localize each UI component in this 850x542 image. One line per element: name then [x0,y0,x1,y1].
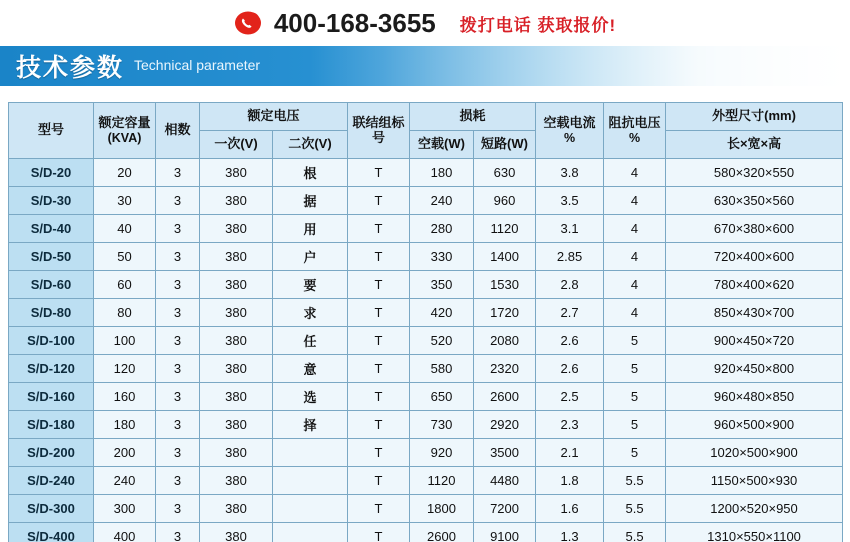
cell-model: S/D-50 [9,243,94,271]
cell-phases: 3 [156,467,200,495]
cell-phases: 3 [156,299,200,327]
cell-model: S/D-80 [9,299,94,327]
cell-no-load-current: 2.5 [536,383,604,411]
cell-vertical-note: 择 [273,411,348,439]
cell-model: S/D-120 [9,355,94,383]
cell-capacity: 20 [94,159,156,187]
cell-primary-voltage: 380 [200,271,273,299]
cell-connection-group: T [348,411,410,439]
cell-no-load-current: 2.1 [536,439,604,467]
cell-impedance-voltage: 5.5 [604,467,666,495]
cell-no-load-loss: 580 [410,355,474,383]
header-rated-voltage: 额定电压 [200,103,348,131]
cell-connection-group: T [348,523,410,542]
cell-short-circuit-loss: 9100 [474,523,536,542]
cell-phases: 3 [156,411,200,439]
cell-dimensions: 1150×500×930 [666,467,843,495]
cell-no-load-current: 2.6 [536,355,604,383]
table-row [9,299,843,327]
cell-short-circuit-loss: 2600 [474,383,536,411]
cell-no-load-loss: 350 [410,271,474,299]
table-row [9,187,843,215]
cell-phases: 3 [156,215,200,243]
cell-no-load-current: 2.85 [536,243,604,271]
header-no-load-current [536,103,604,159]
cell-no-load-current: 2.7 [536,299,604,327]
header-rated-capacity-label: 额定容量 [98,114,151,130]
cell-short-circuit-loss: 3500 [474,439,536,467]
cell-short-circuit-loss: 1120 [474,215,536,243]
table-row [9,411,843,439]
cell-impedance-voltage: 5 [604,439,666,467]
cell-dimensions: 850×430×700 [666,299,843,327]
cell-model: S/D-400 [9,523,94,542]
cell-vertical-note: 户 [273,243,348,271]
header-secondary-voltage: 二次(V) [273,131,348,159]
cell-short-circuit-loss: 7200 [474,495,536,523]
cell-phases: 3 [156,327,200,355]
cell-dimensions: 900×450×720 [666,327,843,355]
cell-connection-group: T [348,495,410,523]
cell-short-circuit-loss: 2320 [474,355,536,383]
cell-phases: 3 [156,271,200,299]
cell-primary-voltage: 380 [200,243,273,271]
cell-capacity: 80 [94,299,156,327]
header-phases: 相数 [156,103,200,159]
cell-phases: 3 [156,383,200,411]
cell-phases: 3 [156,523,200,542]
title-band-fade [310,46,850,86]
cell-connection-group: T [348,327,410,355]
cell-impedance-voltage: 4 [604,187,666,215]
cell-short-circuit-loss: 2080 [474,327,536,355]
cell-capacity: 160 [94,383,156,411]
cell-no-load-current: 3.5 [536,187,604,215]
cell-primary-voltage: 380 [200,411,273,439]
cell-secondary-voltage [273,495,348,523]
cell-primary-voltage: 380 [200,523,273,542]
cell-short-circuit-loss: 960 [474,187,536,215]
header-impedance-voltage [604,103,666,159]
cell-short-circuit-loss: 1720 [474,299,536,327]
cell-impedance-voltage: 4 [604,215,666,243]
cell-dimensions: 670×380×600 [666,215,843,243]
spec-table-wrap [8,102,842,542]
cell-dimensions: 920×450×800 [666,355,843,383]
table-row [9,355,843,383]
cell-no-load-loss: 180 [410,159,474,187]
header-no-load-current-label: 空载电流 [543,114,596,130]
table-header [9,103,843,159]
cell-model: S/D-240 [9,467,94,495]
cell-capacity: 60 [94,271,156,299]
cell-impedance-voltage: 4 [604,299,666,327]
cell-secondary-voltage [273,523,348,542]
cell-model: S/D-160 [9,383,94,411]
cell-primary-voltage: 380 [200,327,273,355]
cell-short-circuit-loss: 1530 [474,271,536,299]
cell-connection-group: T [348,215,410,243]
cell-dimensions: 720×400×600 [666,243,843,271]
cell-impedance-voltage: 5.5 [604,495,666,523]
cell-model: S/D-20 [9,159,94,187]
header-no-load-current-unit: % [563,130,576,145]
phone-in-circle-icon [234,10,264,36]
page-title: 技术参数 [16,54,125,82]
cell-no-load-loss: 2600 [410,523,474,542]
cell-primary-voltage: 380 [200,215,273,243]
cell-connection-group: T [348,439,410,467]
table-body [9,159,843,542]
header-rated-capacity [94,103,156,159]
cell-dimensions: 1020×500×900 [666,439,843,467]
header-connection-group: 联结组标号 [348,103,410,159]
call-cta-text: 拨打电话 获取报价! [459,15,617,35]
cell-connection-group: T [348,159,410,187]
cell-no-load-loss: 420 [410,299,474,327]
cell-vertical-note: 选 [273,383,348,411]
header-no-load-loss: 空载(W) [410,131,474,159]
cell-connection-group: T [348,299,410,327]
header-rated-capacity-unit: (KVA) [107,130,142,145]
table-row [9,159,843,187]
cell-connection-group: T [348,271,410,299]
table-row [9,439,843,467]
cell-secondary-voltage [273,467,348,495]
cell-impedance-voltage: 5 [604,327,666,355]
cell-no-load-loss: 650 [410,383,474,411]
header-primary-voltage: 一次(V) [200,131,273,159]
cell-primary-voltage: 380 [200,495,273,523]
cell-model: S/D-200 [9,439,94,467]
cell-connection-group: T [348,467,410,495]
cell-capacity: 240 [94,467,156,495]
table-row [9,523,843,542]
cell-phases: 3 [156,495,200,523]
table-row [9,467,843,495]
table-row [9,271,843,299]
cell-short-circuit-loss: 1400 [474,243,536,271]
header-dimensions: 外型尺寸(mm) [666,103,843,131]
table-row [9,327,843,355]
cell-capacity: 40 [94,215,156,243]
cell-no-load-loss: 1120 [410,467,474,495]
cell-impedance-voltage: 5.5 [604,523,666,542]
cell-primary-voltage: 380 [200,467,273,495]
cell-dimensions: 780×400×620 [666,271,843,299]
cell-model: S/D-100 [9,327,94,355]
cell-phases: 3 [156,187,200,215]
cell-no-load-loss: 280 [410,215,474,243]
cell-capacity: 400 [94,523,156,542]
cell-no-load-loss: 730 [410,411,474,439]
cell-model: S/D-40 [9,215,94,243]
cell-vertical-note: 意 [273,355,348,383]
cell-vertical-note: 求 [273,299,348,327]
cell-dimensions: 960×480×850 [666,383,843,411]
technical-parameter-table [8,102,843,542]
cell-vertical-note: 根 [273,159,348,187]
cell-vertical-note: 用 [273,215,348,243]
header-dimensions-sub: 长×宽×高 [666,131,843,159]
cell-capacity: 30 [94,187,156,215]
cell-primary-voltage: 380 [200,159,273,187]
page-subtitle: Technical parameter [134,57,261,73]
cell-vertical-note: 要 [273,271,348,299]
cell-vertical-note: 任 [273,327,348,355]
cell-dimensions: 1200×520×950 [666,495,843,523]
header-impedance-voltage-unit: % [628,130,641,145]
cell-no-load-current: 1.8 [536,467,604,495]
cell-model: S/D-180 [9,411,94,439]
cell-no-load-current: 2.3 [536,411,604,439]
cell-phases: 3 [156,243,200,271]
cell-short-circuit-loss: 630 [474,159,536,187]
cell-no-load-loss: 240 [410,187,474,215]
cell-no-load-current: 3.1 [536,215,604,243]
header-short-circuit-loss: 短路(W) [474,131,536,159]
cell-short-circuit-loss: 4480 [474,467,536,495]
cell-primary-voltage: 380 [200,355,273,383]
cell-capacity: 300 [94,495,156,523]
cell-no-load-loss: 520 [410,327,474,355]
cell-capacity: 100 [94,327,156,355]
cell-connection-group: T [348,383,410,411]
cell-short-circuit-loss: 2920 [474,411,536,439]
cell-impedance-voltage: 5 [604,355,666,383]
cell-primary-voltage: 380 [200,299,273,327]
cell-phases: 3 [156,355,200,383]
cell-impedance-voltage: 4 [604,271,666,299]
cell-capacity: 200 [94,439,156,467]
cell-model: S/D-300 [9,495,94,523]
header-impedance-voltage-label: 阻抗电压 [608,114,661,130]
cell-capacity: 180 [94,411,156,439]
cell-secondary-voltage [273,439,348,467]
cell-phases: 3 [156,439,200,467]
cell-no-load-current: 2.6 [536,327,604,355]
cell-impedance-voltage: 5 [604,411,666,439]
cell-dimensions: 960×500×900 [666,411,843,439]
table-row [9,243,843,271]
cell-capacity: 120 [94,355,156,383]
cell-impedance-voltage: 4 [604,243,666,271]
cell-no-load-loss: 920 [410,439,474,467]
cell-capacity: 50 [94,243,156,271]
cell-connection-group: T [348,355,410,383]
cell-no-load-current: 2.8 [536,271,604,299]
cell-dimensions: 580×320×550 [666,159,843,187]
cell-impedance-voltage: 5 [604,383,666,411]
cell-connection-group: T [348,243,410,271]
table-row [9,383,843,411]
cell-model: S/D-30 [9,187,94,215]
cell-phases: 3 [156,159,200,187]
cell-primary-voltage: 380 [200,439,273,467]
section-title-band [0,46,850,86]
cell-dimensions: 630×350×560 [666,187,843,215]
phone-number: 400-168-3655 [273,7,436,38]
table-header-row-1 [9,103,843,131]
cell-no-load-current: 1.6 [536,495,604,523]
cell-primary-voltage: 380 [200,383,273,411]
cell-connection-group: T [348,187,410,215]
cell-model: S/D-60 [9,271,94,299]
header-model: 型号 [9,103,94,159]
contact-bar [0,0,850,42]
header-loss: 损耗 [410,103,536,131]
cell-no-load-current: 1.3 [536,523,604,542]
cell-primary-voltage: 380 [200,187,273,215]
table-row [9,495,843,523]
cell-no-load-current: 3.8 [536,159,604,187]
cell-vertical-note: 据 [273,187,348,215]
table-row [9,215,843,243]
cell-no-load-loss: 1800 [410,495,474,523]
cell-impedance-voltage: 4 [604,159,666,187]
cell-no-load-loss: 330 [410,243,474,271]
cell-dimensions: 1310×550×1100 [666,523,843,542]
